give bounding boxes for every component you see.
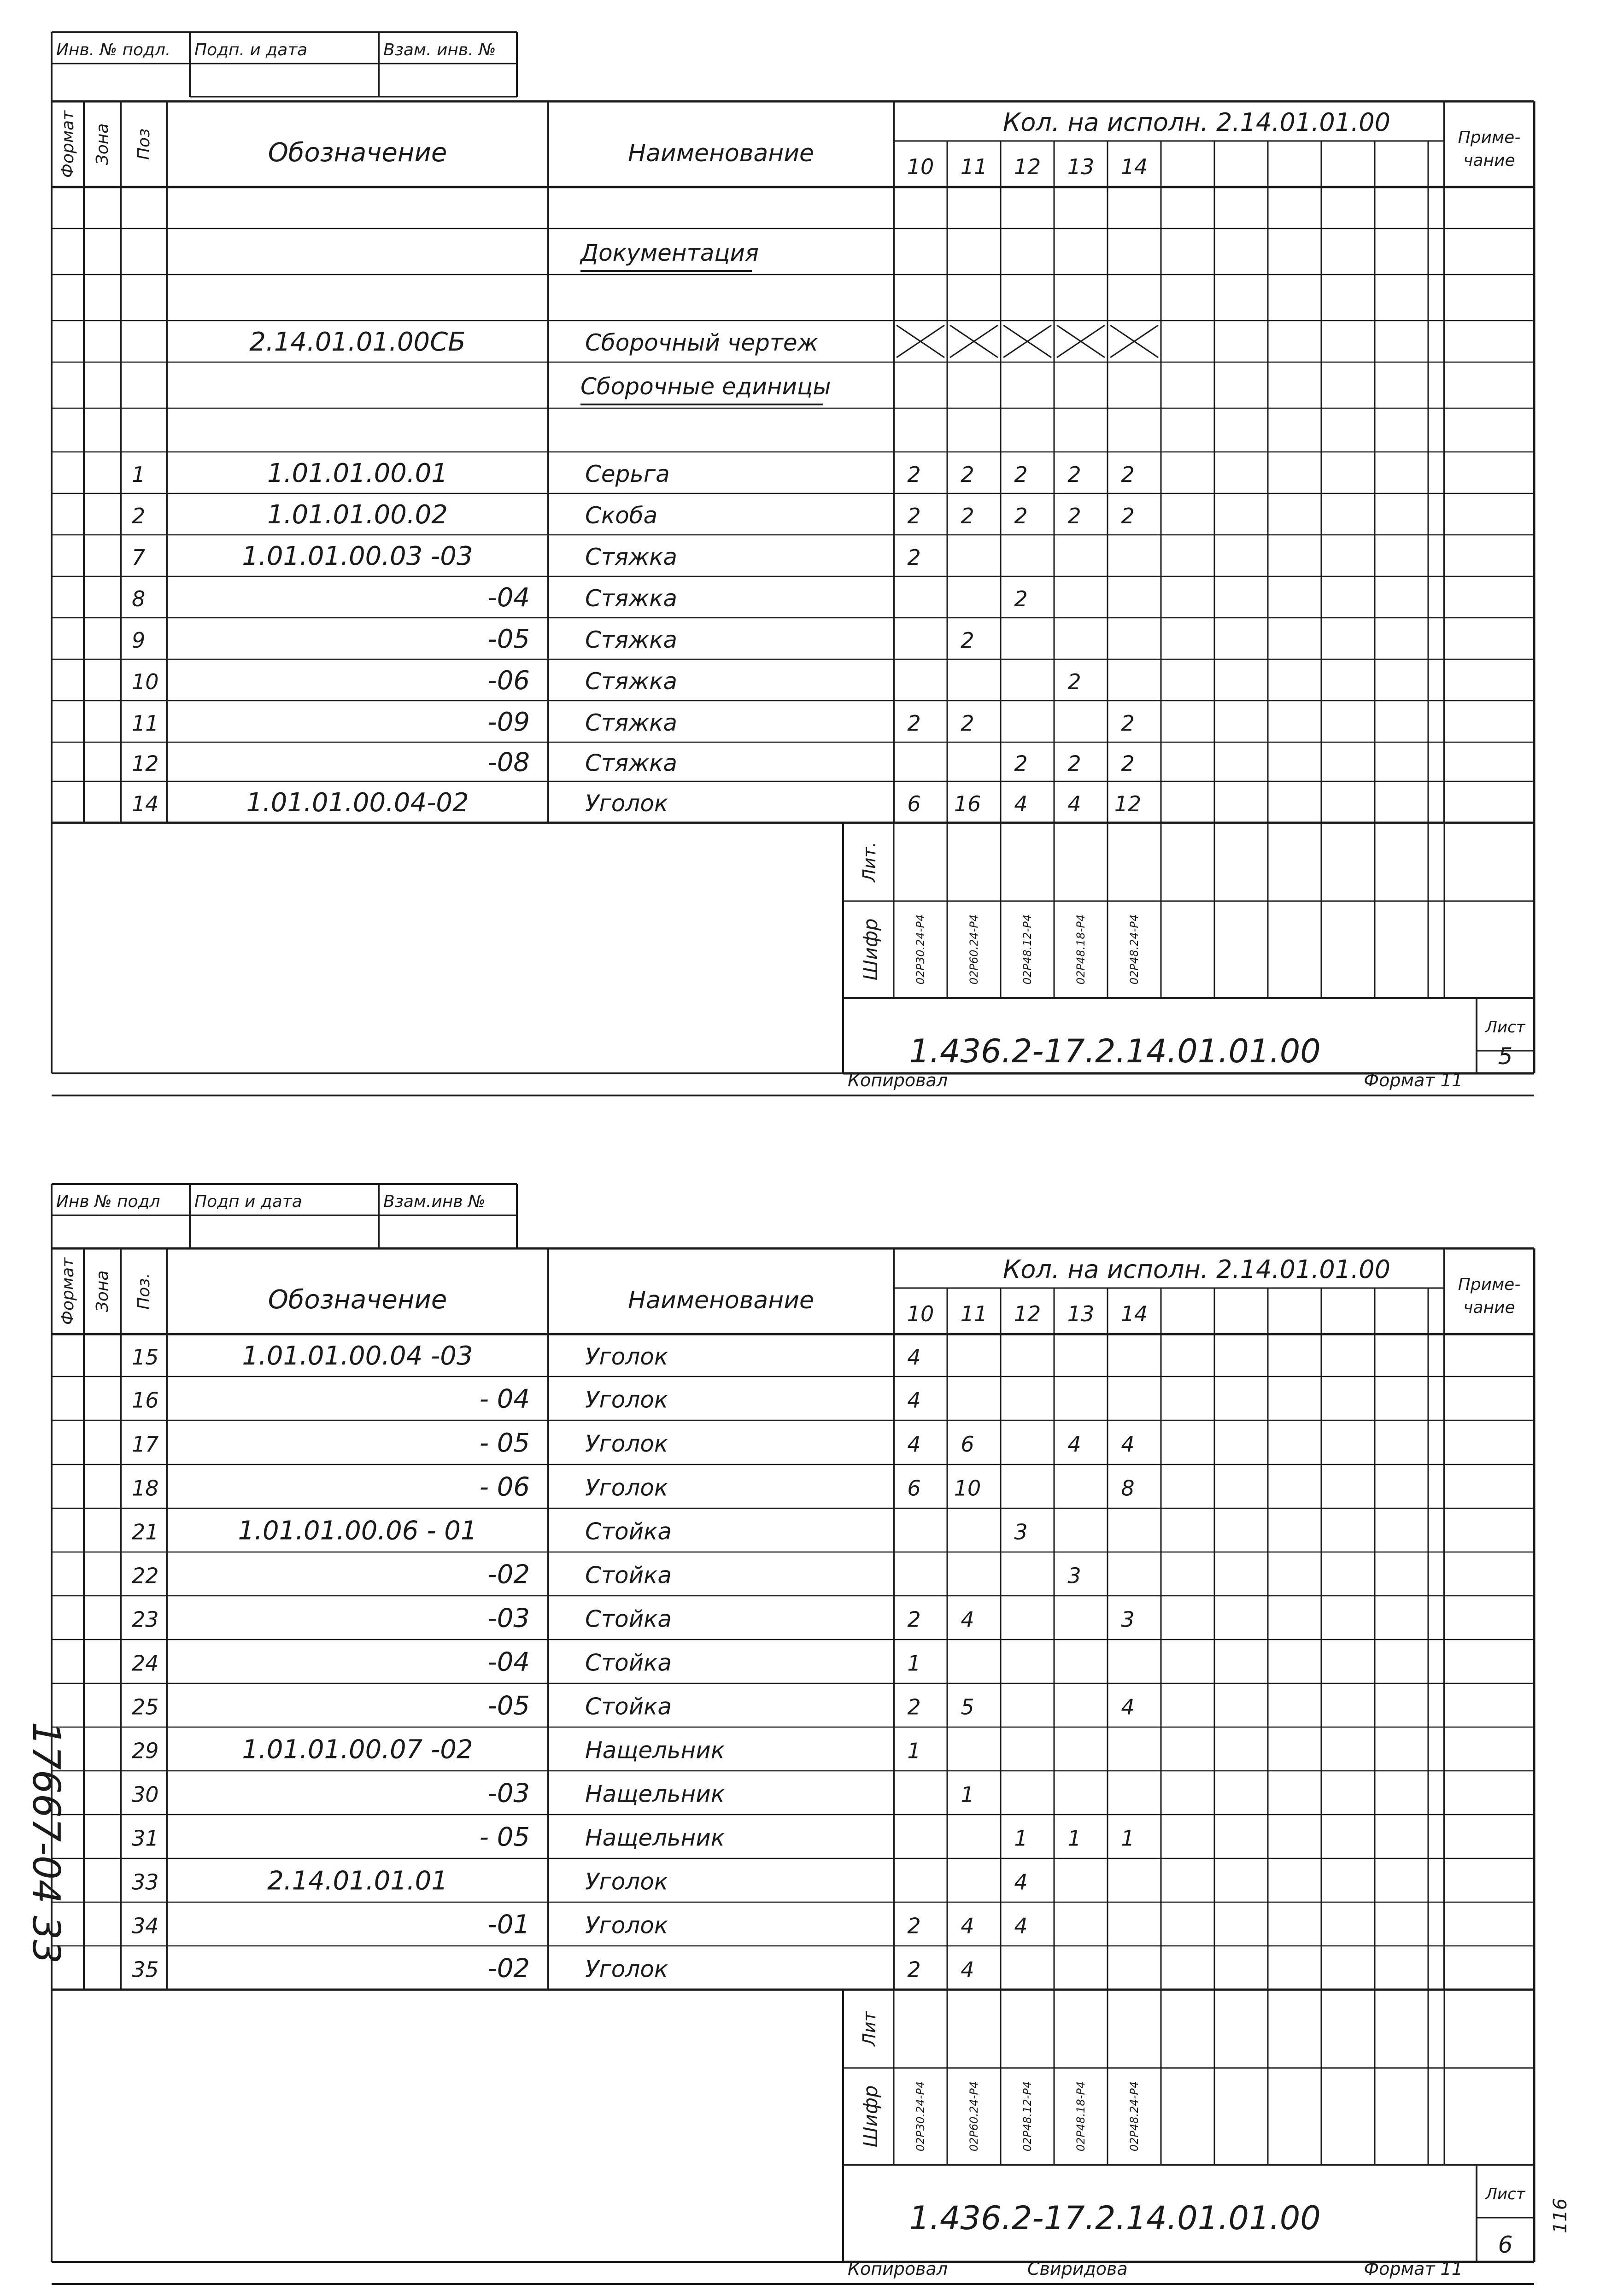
- sheet-number: 5: [1498, 1043, 1513, 1070]
- qty-value: 2: [1121, 711, 1135, 736]
- row-name: Стойка: [585, 1518, 672, 1545]
- qty-value: 2: [1067, 751, 1081, 776]
- sheet-page-6: [0, 1170, 1600, 2296]
- section-title: Сборочные единицы: [580, 373, 831, 400]
- qty-value: 2: [1067, 504, 1081, 528]
- row-position: 17: [132, 1432, 159, 1457]
- row-position: 25: [132, 1694, 159, 1720]
- row-position: 34: [132, 1913, 159, 1939]
- variant-code: 02Р48.24-Р4: [1128, 2081, 1141, 2152]
- row-designation: -04: [487, 1647, 530, 1677]
- header-designation: Обозначение: [268, 138, 447, 168]
- qty-value: 6: [961, 1432, 974, 1457]
- variant-number: 14: [1120, 154, 1148, 179]
- row-name: Стяжка: [585, 544, 677, 570]
- archive-number-svg: [6, 1677, 68, 2009]
- row-position: 9: [132, 628, 146, 653]
- row-name: Нащельник: [585, 1737, 725, 1764]
- stamp-header: Взам.инв №: [383, 1192, 486, 1211]
- stamp-header: Подп. и дата: [194, 41, 308, 59]
- qty-value: 4: [1067, 791, 1081, 816]
- variant-code: 02Р48.18-Р4: [1074, 2081, 1087, 2152]
- row-designation: - 05: [479, 1822, 530, 1852]
- sheet-svg: [0, 0, 1600, 1147]
- qty-value: 3: [1067, 1563, 1081, 1588]
- row-designation: -05: [487, 624, 530, 654]
- row-position: 21: [132, 1519, 159, 1545]
- row-designation: -04: [487, 583, 530, 613]
- variant-number: 11: [960, 1301, 988, 1326]
- qty-value: 2: [907, 462, 921, 487]
- qty-value: 2: [907, 504, 921, 528]
- row-designation: - 06: [479, 1472, 530, 1502]
- margin-number: 116: [1550, 2198, 1571, 2234]
- header-qty-title: Кол. на исполн. 2.14.01.01.00: [1003, 108, 1390, 137]
- stamp-header: Подп и дата: [194, 1192, 302, 1211]
- qty-value: 1: [1014, 1826, 1028, 1851]
- qty-value: 5: [961, 1694, 974, 1720]
- row-designation: 1.01.01.00.03 -03: [242, 541, 473, 571]
- header-name: Наименование: [627, 1287, 815, 1314]
- header-label-vertical: Формат: [59, 1257, 77, 1325]
- qty-value: 4: [907, 1345, 921, 1370]
- qty-value: 4: [907, 1432, 921, 1457]
- row-name: Стяжка: [585, 750, 677, 777]
- row-name: Уголок: [585, 1474, 668, 1501]
- archive-number-text: 17667-04 33: [24, 1722, 68, 1964]
- header-note: Приме-: [1458, 128, 1521, 147]
- row-position: 18: [132, 1476, 159, 1501]
- row-name: Уголок: [585, 790, 668, 817]
- archive-number: [6, 1677, 68, 2009]
- row-designation: 1.01.01.00.04-02: [246, 788, 469, 818]
- row-name: Уголок: [585, 1956, 668, 1983]
- header-note: чание: [1463, 151, 1515, 170]
- row-designation: -05: [487, 1691, 530, 1721]
- row-position: 29: [132, 1738, 159, 1763]
- variant-number: 10: [907, 154, 934, 179]
- row-position: 22: [132, 1563, 159, 1588]
- qty-value: 10: [954, 1476, 981, 1501]
- stamp-header: Инв № подл: [56, 1192, 160, 1211]
- variant-code: 02Р48.12-Р4: [1021, 2081, 1034, 2152]
- section-title: Документация: [580, 240, 759, 266]
- qty-value: 2: [1014, 751, 1028, 776]
- variant-code: 02Р60.24-Р4: [967, 2081, 980, 2152]
- row-position: 16: [132, 1388, 159, 1413]
- qty-value: 1: [1121, 1826, 1135, 1851]
- row-designation: -08: [487, 747, 530, 778]
- row-name: Уголок: [585, 1912, 668, 1939]
- qty-value: 4: [1014, 1869, 1028, 1895]
- variant-code: 02Р48.18-Р4: [1074, 914, 1087, 985]
- row-name: Стойка: [585, 1649, 672, 1676]
- row-designation: - 04: [479, 1384, 530, 1414]
- document-number: 1.436.2-17.2.14.01.01.00: [909, 2199, 1321, 2237]
- qty-value: 2: [1067, 462, 1081, 487]
- header-note: Приме-: [1458, 1275, 1521, 1294]
- row-position: 23: [132, 1607, 159, 1632]
- variant-number: 12: [1014, 1301, 1041, 1326]
- sheet-number: 6: [1498, 2232, 1513, 2258]
- sheet-page-5: [0, 0, 1600, 1147]
- row-name: Скоба: [585, 502, 658, 529]
- lit-label: Лит.: [859, 842, 879, 882]
- row-name: Сборочный чертеж: [585, 329, 818, 356]
- variant-code: 02Р48.12-Р4: [1021, 914, 1034, 985]
- stamp-header: Инв. № подл.: [56, 41, 171, 59]
- qty-value: 2: [907, 1694, 921, 1720]
- row-designation: - 05: [479, 1428, 530, 1458]
- variant-number: 11: [960, 154, 988, 179]
- qty-value: 4: [961, 1957, 974, 1982]
- qty-value: 2: [907, 711, 921, 736]
- header-label-vertical: Поз.: [135, 1273, 153, 1310]
- row-designation: 1.01.01.00.06 - 01: [238, 1516, 477, 1546]
- row-position: 14: [132, 791, 159, 816]
- qty-value: 12: [1114, 791, 1142, 816]
- row-designation: 2.14.01.01.00СБ: [249, 327, 466, 357]
- qty-value: 2: [907, 1957, 921, 1982]
- qty-value: 4: [907, 1388, 921, 1413]
- qty-value: 6: [907, 791, 921, 816]
- qty-value: 1: [1067, 1826, 1081, 1851]
- copied-label: Копировал: [848, 2259, 948, 2279]
- qty-value: 2: [961, 504, 974, 528]
- row-name: Стяжка: [585, 627, 677, 653]
- code-label: Шифр: [859, 918, 882, 981]
- qty-value: 2: [907, 545, 921, 570]
- qty-value: 2: [961, 711, 974, 736]
- row-designation: 1.01.01.00.07 -02: [242, 1734, 473, 1765]
- variant-number: 13: [1067, 1301, 1095, 1326]
- row-name: Уголок: [585, 1386, 668, 1413]
- header-label-vertical: Зона: [93, 123, 112, 165]
- qty-value: 4: [1121, 1694, 1135, 1720]
- qty-value: 1: [907, 1738, 921, 1763]
- header-label-vertical: Поз: [135, 128, 153, 160]
- row-name: Стяжка: [585, 585, 677, 612]
- qty-value: 2: [1121, 751, 1135, 776]
- row-position: 35: [132, 1957, 159, 1982]
- qty-value: 2: [961, 462, 974, 487]
- qty-value: 2: [1014, 504, 1028, 528]
- row-position: 8: [132, 586, 146, 611]
- row-name: Уголок: [585, 1868, 668, 1895]
- variant-code: 02Р48.24-Р4: [1128, 914, 1141, 985]
- copied-label: Копировал: [848, 1070, 948, 1090]
- qty-value: 1: [961, 1782, 974, 1807]
- row-name: Серьга: [585, 461, 670, 487]
- row-designation: -06: [487, 666, 530, 696]
- row-position: 12: [132, 751, 159, 776]
- row-designation: 2.14.01.01.01: [267, 1866, 448, 1896]
- qty-value: 3: [1121, 1607, 1135, 1632]
- qty-value: 2: [1121, 462, 1135, 487]
- format-label: Формат 11: [1364, 1070, 1463, 1090]
- row-position: 24: [132, 1651, 159, 1676]
- row-position: 7: [132, 545, 146, 570]
- header-designation: Обозначение: [268, 1285, 447, 1315]
- variant-number: 14: [1120, 1301, 1148, 1326]
- qty-value: 1: [907, 1651, 921, 1676]
- qty-value: 2: [961, 628, 974, 653]
- row-designation: -03: [487, 1778, 530, 1809]
- row-name: Уголок: [585, 1343, 668, 1370]
- row-name: Нащельник: [585, 1781, 725, 1808]
- code-label: Шифр: [859, 2085, 882, 2148]
- stamp-header: Взам. инв. №: [383, 41, 496, 59]
- sheet-svg: [0, 1170, 1600, 2296]
- qty-value: 4: [1121, 1432, 1135, 1457]
- row-position: 31: [132, 1826, 159, 1851]
- variant-number: 10: [907, 1301, 934, 1326]
- row-name: Стойка: [585, 1693, 672, 1720]
- qty-value: 2: [1014, 462, 1028, 487]
- row-designation: -02: [487, 1559, 530, 1590]
- qty-value: 2: [1067, 669, 1081, 694]
- copied-name: Свиридова: [1027, 2259, 1128, 2279]
- header-qty-title: Кол. на исполн. 2.14.01.01.00: [1003, 1255, 1390, 1284]
- row-designation: -01: [487, 1909, 530, 1940]
- row-designation: -09: [487, 707, 530, 737]
- row-position: 2: [132, 504, 146, 528]
- qty-value: 2: [907, 1913, 921, 1939]
- row-designation: 1.01.01.00.04 -03: [242, 1341, 473, 1371]
- row-name: Стойка: [585, 1605, 672, 1633]
- row-position: 30: [132, 1782, 159, 1807]
- variant-code: 02Р30.24-Р4: [914, 2081, 927, 2152]
- header-name: Наименование: [627, 140, 815, 167]
- variant-code: 02Р30.24-Р4: [914, 914, 927, 985]
- qty-value: 16: [954, 791, 981, 816]
- qty-value: 4: [1067, 1432, 1081, 1457]
- qty-value: 2: [1014, 586, 1028, 611]
- row-position: 10: [132, 669, 159, 694]
- row-position: 15: [132, 1345, 159, 1370]
- qty-value: 4: [1014, 1913, 1028, 1939]
- row-name: Стяжка: [585, 668, 677, 695]
- header-label-vertical: Зона: [93, 1270, 112, 1312]
- header-note: чание: [1463, 1298, 1515, 1317]
- qty-value: 3: [1014, 1519, 1028, 1545]
- qty-value: 8: [1121, 1476, 1135, 1501]
- qty-value: 4: [961, 1607, 974, 1632]
- qty-value: 6: [907, 1476, 921, 1501]
- row-designation: 1.01.01.00.01: [267, 458, 448, 488]
- row-name: Стойка: [585, 1562, 672, 1589]
- row-name: Уголок: [585, 1430, 668, 1457]
- qty-value: 4: [961, 1913, 974, 1939]
- row-position: 33: [132, 1869, 159, 1895]
- row-designation: -02: [487, 1953, 530, 1984]
- sheet-label: Лист: [1485, 2185, 1525, 2203]
- lit-label: Лит: [859, 2011, 879, 2046]
- row-designation: 1.01.01.00.02: [267, 500, 448, 530]
- sheet-label: Лист: [1485, 1018, 1525, 1037]
- qty-value: 4: [1014, 791, 1028, 816]
- row-position: 11: [132, 711, 159, 736]
- row-designation: -03: [487, 1603, 530, 1634]
- variant-number: 12: [1014, 154, 1041, 179]
- variant-code: 02Р60.24-Р4: [967, 914, 980, 985]
- row-name: Нащельник: [585, 1824, 725, 1851]
- row-position: 1: [132, 462, 146, 487]
- header-label-vertical: Формат: [59, 110, 77, 178]
- qty-value: 2: [907, 1607, 921, 1632]
- qty-value: 2: [1121, 504, 1135, 528]
- variant-number: 13: [1067, 154, 1095, 179]
- row-name: Стяжка: [585, 709, 677, 736]
- format-label: Формат 11: [1364, 2259, 1463, 2279]
- document-number: 1.436.2-17.2.14.01.01.00: [909, 1032, 1321, 1070]
